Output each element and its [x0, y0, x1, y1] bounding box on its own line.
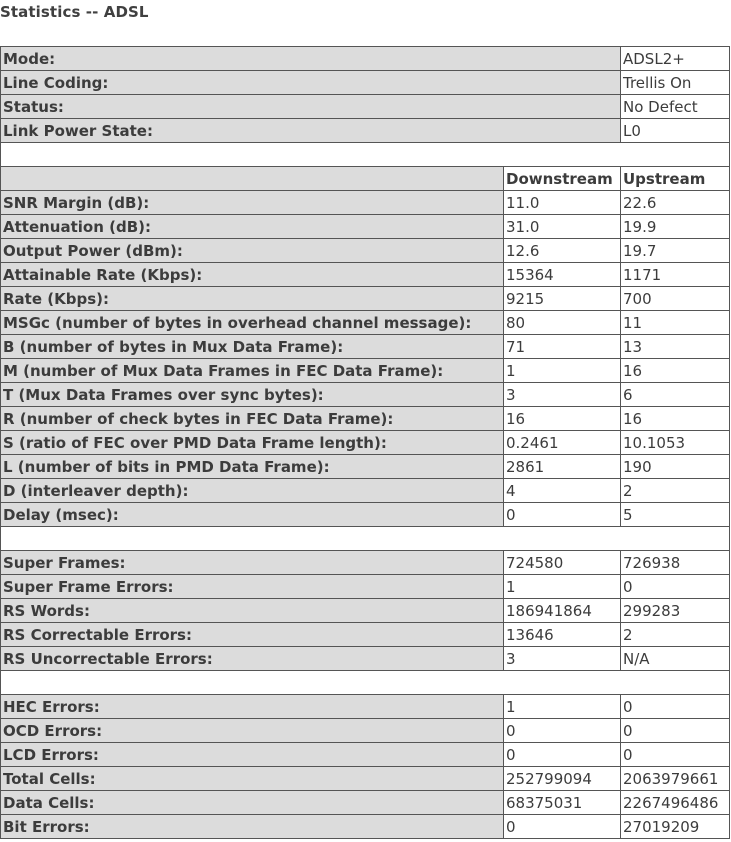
table-row: [1, 215, 730, 239]
table-row: [1, 191, 730, 215]
upstream-value: 16: [621, 407, 730, 431]
upstream-value: 0: [621, 575, 730, 599]
downstream-value: 724580: [504, 551, 621, 575]
upstream-value: 19.9: [621, 215, 730, 239]
row-value: Trellis On: [621, 71, 730, 95]
downstream-value: 31.0: [504, 215, 621, 239]
downstream-value: 0: [504, 719, 621, 743]
upstream-value: 2063979661: [621, 767, 730, 791]
row-value: No Defect: [621, 95, 730, 119]
downstream-value: 12.6: [504, 239, 621, 263]
table-row: [1, 263, 730, 287]
row-label: Super Frame Errors:: [1, 575, 504, 599]
downstream-value: 3: [504, 647, 621, 671]
table-row: [1, 455, 730, 479]
downstream-header: Downstream: [504, 167, 621, 191]
row-label: HEC Errors:: [1, 695, 504, 719]
row-label: T (Mux Data Frames over sync bytes):: [1, 383, 504, 407]
downstream-value: 80: [504, 311, 621, 335]
row-label: Super Frames:: [1, 551, 504, 575]
table-row: [1, 359, 730, 383]
table-row: [1, 311, 730, 335]
downstream-value: 1: [504, 575, 621, 599]
row-label: Attainable Rate (Kbps):: [1, 263, 504, 287]
table-row: [1, 719, 730, 743]
row-label: L (number of bits in PMD Data Frame):: [1, 455, 504, 479]
downstream-value: 0.2461: [504, 431, 621, 455]
upstream-value: 726938: [621, 551, 730, 575]
row-label: Mode:: [1, 47, 621, 71]
row-label: M (number of Mux Data Frames in FEC Data Frame):: [1, 359, 504, 383]
upstream-value: 299283: [621, 599, 730, 623]
table-row: [1, 791, 730, 815]
row-label: Link Power State:: [1, 119, 621, 143]
table-row: [1, 623, 730, 647]
row-label: LCD Errors:: [1, 743, 504, 767]
row-label: Bit Errors:: [1, 815, 504, 839]
upstream-value: 11: [621, 311, 730, 335]
row-label: Status:: [1, 95, 621, 119]
downstream-value: 252799094: [504, 767, 621, 791]
upstream-value: 6: [621, 383, 730, 407]
upstream-value: 2267496486: [621, 791, 730, 815]
row-label: B (number of bytes in Mux Data Frame):: [1, 335, 504, 359]
table-row: [1, 407, 730, 431]
table-row: [1, 479, 730, 503]
downstream-value: 2861: [504, 455, 621, 479]
downstream-value: 68375031: [504, 791, 621, 815]
column-header-row: [1, 167, 730, 191]
downstream-value: 1: [504, 359, 621, 383]
table-row: [1, 551, 730, 575]
row-label: SNR Margin (dB):: [1, 191, 504, 215]
table-row: [1, 431, 730, 455]
downstream-value: 0: [504, 503, 621, 527]
page-title: Statistics -- ADSL: [0, 3, 149, 21]
header-blank: [1, 167, 504, 191]
upstream-value: 19.7: [621, 239, 730, 263]
upstream-value: 10.1053: [621, 431, 730, 455]
table-row: [1, 47, 730, 71]
row-label: Delay (msec):: [1, 503, 504, 527]
upstream-value: 27019209: [621, 815, 730, 839]
row-label: MSGc (number of bytes in overhead channel message):: [1, 311, 504, 335]
table-row: [1, 71, 730, 95]
downstream-value: 4: [504, 479, 621, 503]
downstream-value: 1: [504, 695, 621, 719]
section-spacer: [1, 143, 730, 167]
downstream-value: 13646: [504, 623, 621, 647]
downstream-value: 11.0: [504, 191, 621, 215]
downstream-value: 3: [504, 383, 621, 407]
row-label: OCD Errors:: [1, 719, 504, 743]
upstream-value: 0: [621, 743, 730, 767]
table-row: [1, 815, 730, 839]
table-row: [1, 695, 730, 719]
row-label: Attenuation (dB):: [1, 215, 504, 239]
upstream-value: 22.6: [621, 191, 730, 215]
upstream-value: 16: [621, 359, 730, 383]
downstream-value: 186941864: [504, 599, 621, 623]
upstream-value: 0: [621, 695, 730, 719]
row-label: Total Cells:: [1, 767, 504, 791]
table-row: [1, 287, 730, 311]
table-row: [1, 575, 730, 599]
downstream-value: 15364: [504, 263, 621, 287]
row-label: Line Coding:: [1, 71, 621, 95]
downstream-value: 16: [504, 407, 621, 431]
upstream-value: 2: [621, 623, 730, 647]
upstream-value: 13: [621, 335, 730, 359]
row-label: RS Words:: [1, 599, 504, 623]
table-row: [1, 767, 730, 791]
upstream-value: 5: [621, 503, 730, 527]
row-label: R (number of check bytes in FEC Data Frame):: [1, 407, 504, 431]
row-label: RS Correctable Errors:: [1, 623, 504, 647]
row-label: Rate (Kbps):: [1, 287, 504, 311]
downstream-value: 0: [504, 815, 621, 839]
row-value: L0: [621, 119, 730, 143]
downstream-value: 0: [504, 743, 621, 767]
table-row: [1, 743, 730, 767]
upstream-header: Upstream: [621, 167, 730, 191]
upstream-value: 1171: [621, 263, 730, 287]
table-row: [1, 119, 730, 143]
downstream-value: 9215: [504, 287, 621, 311]
upstream-value: 2: [621, 479, 730, 503]
row-label: RS Uncorrectable Errors:: [1, 647, 504, 671]
adsl-statistics-table: [0, 46, 730, 839]
upstream-value: 0: [621, 719, 730, 743]
upstream-value: 190: [621, 455, 730, 479]
row-value: ADSL2+: [621, 47, 730, 71]
row-label: S (ratio of FEC over PMD Data Frame length):: [1, 431, 504, 455]
upstream-value: N/A: [621, 647, 730, 671]
section-spacer: [1, 671, 730, 695]
upstream-value: 700: [621, 287, 730, 311]
section-spacer: [1, 527, 730, 551]
row-label: Data Cells:: [1, 791, 504, 815]
table-row: [1, 383, 730, 407]
table-row: [1, 335, 730, 359]
table-row: [1, 647, 730, 671]
row-label: Output Power (dBm):: [1, 239, 504, 263]
table-row: [1, 503, 730, 527]
table-row: [1, 95, 730, 119]
row-label: D (interleaver depth):: [1, 479, 504, 503]
table-row: [1, 599, 730, 623]
downstream-value: 71: [504, 335, 621, 359]
table-row: [1, 239, 730, 263]
